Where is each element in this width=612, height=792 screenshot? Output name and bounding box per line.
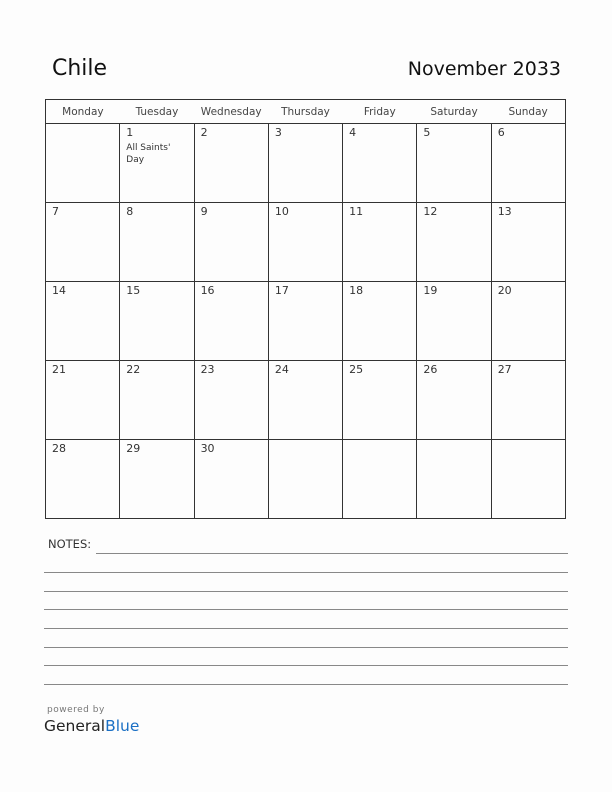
note-line	[44, 628, 568, 629]
note-line	[44, 572, 568, 573]
day-number: 3	[274, 126, 282, 139]
day-cell	[46, 203, 120, 282]
day-number: 29	[126, 442, 141, 455]
day-cell	[268, 282, 342, 361]
day-number: 26	[423, 363, 438, 376]
week-row	[46, 124, 566, 203]
day-number: 7	[52, 205, 59, 218]
day-cell	[194, 282, 268, 361]
day-number: 17	[274, 284, 289, 297]
day-number: 5	[423, 126, 431, 139]
note-line	[44, 591, 568, 592]
day-cell	[343, 282, 417, 361]
note-line	[96, 553, 568, 554]
note-line	[44, 684, 568, 685]
day-cell	[194, 440, 268, 519]
week-row	[46, 361, 566, 440]
generalblue-logo	[44, 717, 139, 735]
weekday-header: Saturday	[417, 100, 491, 124]
day-cell	[120, 203, 194, 282]
day-number: 19	[423, 284, 438, 297]
holiday-label: All Saints' Day	[126, 143, 171, 165]
day-cell	[491, 124, 565, 203]
week-row	[46, 203, 566, 282]
day-number: 20	[497, 284, 512, 297]
day-cell	[120, 124, 194, 203]
day-number: 22	[126, 363, 141, 376]
day-cell	[46, 361, 120, 440]
day-cell	[268, 361, 342, 440]
day-cell	[46, 124, 120, 203]
day-cell	[491, 282, 565, 361]
day-cell	[194, 203, 268, 282]
weekday-header: Tuesday	[120, 100, 194, 124]
weekday-header: Monday	[46, 100, 120, 124]
day-number: 12	[423, 205, 438, 218]
brand-general: General	[44, 717, 106, 735]
weekday-header: Friday	[343, 100, 417, 124]
day-cell	[120, 282, 194, 361]
day-cell	[417, 124, 491, 203]
day-cell	[417, 440, 491, 519]
country-title: Chile	[52, 56, 108, 81]
day-cell	[46, 440, 120, 519]
day-number: 15	[126, 284, 141, 297]
powered-by-text: powered by	[47, 705, 105, 715]
day-cell	[491, 203, 565, 282]
day-number: 4	[349, 126, 357, 139]
day-cell	[268, 203, 342, 282]
day-number: 25	[349, 363, 364, 376]
weekday-header: Wednesday	[194, 100, 268, 124]
day-cell	[343, 203, 417, 282]
day-number: 10	[274, 205, 289, 218]
day-cell	[491, 440, 565, 519]
day-cell	[120, 361, 194, 440]
weekday-header: Sunday	[491, 100, 565, 124]
day-number: 11	[349, 205, 364, 218]
day-cell	[268, 440, 342, 519]
day-number: 9	[200, 205, 208, 218]
day-cell	[343, 361, 417, 440]
day-cell	[194, 361, 268, 440]
day-cell	[194, 124, 268, 203]
month-year-title: November 2033	[407, 58, 561, 80]
notes-label: NOTES:	[48, 537, 92, 551]
day-number: 14	[52, 284, 66, 297]
weekday-header-row	[46, 100, 566, 124]
day-cell	[343, 440, 417, 519]
day-cell	[417, 203, 491, 282]
day-cell	[491, 361, 565, 440]
day-number: 24	[274, 363, 289, 376]
weekday-header: Thursday	[268, 100, 342, 124]
brand-blue: Blue	[105, 717, 140, 735]
day-cell	[417, 282, 491, 361]
note-line	[44, 665, 568, 666]
day-number: 6	[497, 126, 505, 139]
day-number: 28	[52, 442, 66, 455]
day-cell	[343, 124, 417, 203]
day-cell	[268, 124, 342, 203]
day-number: 13	[497, 205, 512, 218]
week-row	[46, 440, 566, 519]
day-number: 23	[200, 363, 215, 376]
day-number: 16	[200, 284, 215, 297]
day-number: 30	[200, 442, 215, 455]
day-number: 8	[126, 205, 134, 218]
note-line	[44, 647, 568, 648]
day-cell	[46, 282, 120, 361]
day-number: 21	[52, 363, 66, 376]
day-cell	[120, 440, 194, 519]
day-number: 18	[349, 284, 364, 297]
day-number: 1	[126, 126, 134, 139]
calendar-grid	[45, 99, 566, 519]
week-row	[46, 282, 566, 361]
note-line	[44, 609, 568, 610]
day-cell	[417, 361, 491, 440]
day-number: 2	[200, 126, 208, 139]
day-number: 27	[497, 363, 512, 376]
